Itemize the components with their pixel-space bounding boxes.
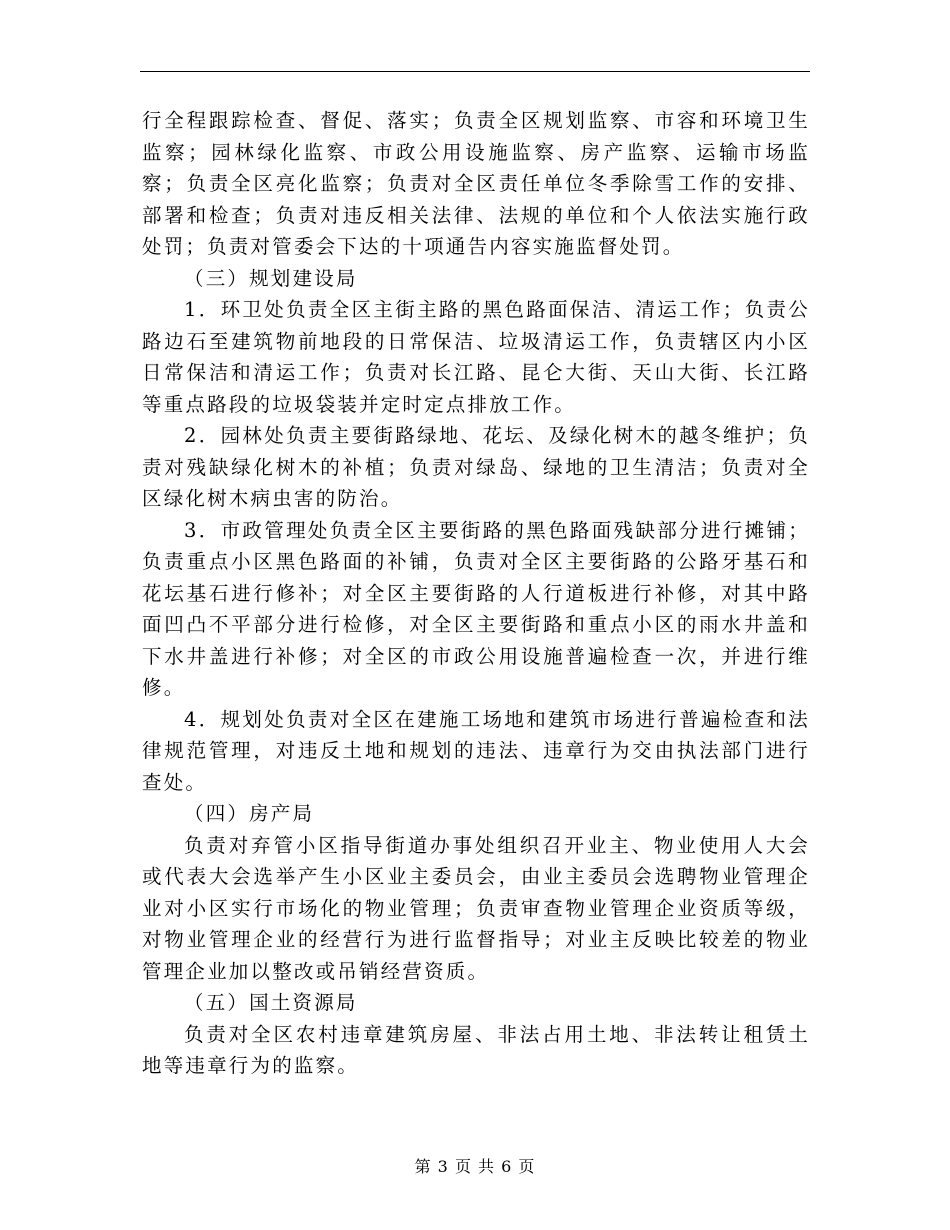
paragraph-land: 负责对全区农村违章建筑房屋、非法占用土地、非法转让租赁土地等违章行为的监察。 [142,1022,810,1077]
document-body [142,105,810,1082]
paragraph-continuation: 行全程跟踪检查、督促、落实；负责全区规划监察、市容和环境卫生监察；园林绿化监察、市政公用设施监察、房产监察、运输市场监察；负责全区亮化监察；负责对全区责任单位冬季除雪工作的安排、部署和检查；负责对违反相关法律、法规的单位和个人依法实施行政处罚；负责对管委会下达的十项通告内容实施监督处罚。 [142,109,810,258]
paragraph-planning-office: 4．规划处负责对全区在建施工场地和建筑市场进行普遍检查和法律规范管理，对违反土地和规划的违法、违章行为交由执法部门进行查处。 [142,707,810,794]
page-number: 第 3 页 共 6 页 [414,1157,536,1176]
section-heading-land-bureau: （五）国土资源局 [184,991,358,1014]
paragraph-sanitation: 1．环卫处负责全区主街主路的黑色路面保洁、清运工作；负责公路边石至建筑物前地段的日常保洁、垃圾清运工作，负责辖区内小区日常保洁和清运工作；负责对长江路、昆仑大街、天山大街、长江路等重点路段的垃圾袋装并定时定点排放工作。 [142,298,810,416]
header-rule [140,71,810,72]
paragraph-housing: 负责对弃管小区指导街道办事处组织召开业主、物业使用人大会或代表大会选举产生小区业主委员会，由业主委员会选聘物业管理企业对小区实行市场化的物业管理；负责审查物业管理企业资质等级，对物业管理企业的经营行为进行监督指导；对业主反映比较差的物业管理企业加以整改或吊销经营资质。 [142,833,810,983]
section-heading-housing-bureau: （四）房产局 [184,802,315,825]
paragraph-landscaping: 2．园林处负责主要街路绿地、花坛、及绿化树木的越冬维护；负责对残缺绿化树木的补植；负责对绿岛、绿地的卫生清洁；负责对全区绿化树木病虫害的防治。 [142,424,810,510]
paragraph-municipal: 3．市政管理处负责全区主要街路的黑色路面残缺部分进行摊铺；负责重点小区黑色路面的补铺，负责对全区主要街路的公路牙基石和花坛基石进行修补；对全区主要街路的人行道板进行补修，对其中路面凹凸不平部分进行检修，对全区主要街路和重点小区的雨水井盖和下水井盖进行补修；对全区的市政公用设施普遍检查一次，并进行维修。 [142,518,810,699]
section-heading-planning-bureau: （三）规划建设局 [184,266,358,290]
